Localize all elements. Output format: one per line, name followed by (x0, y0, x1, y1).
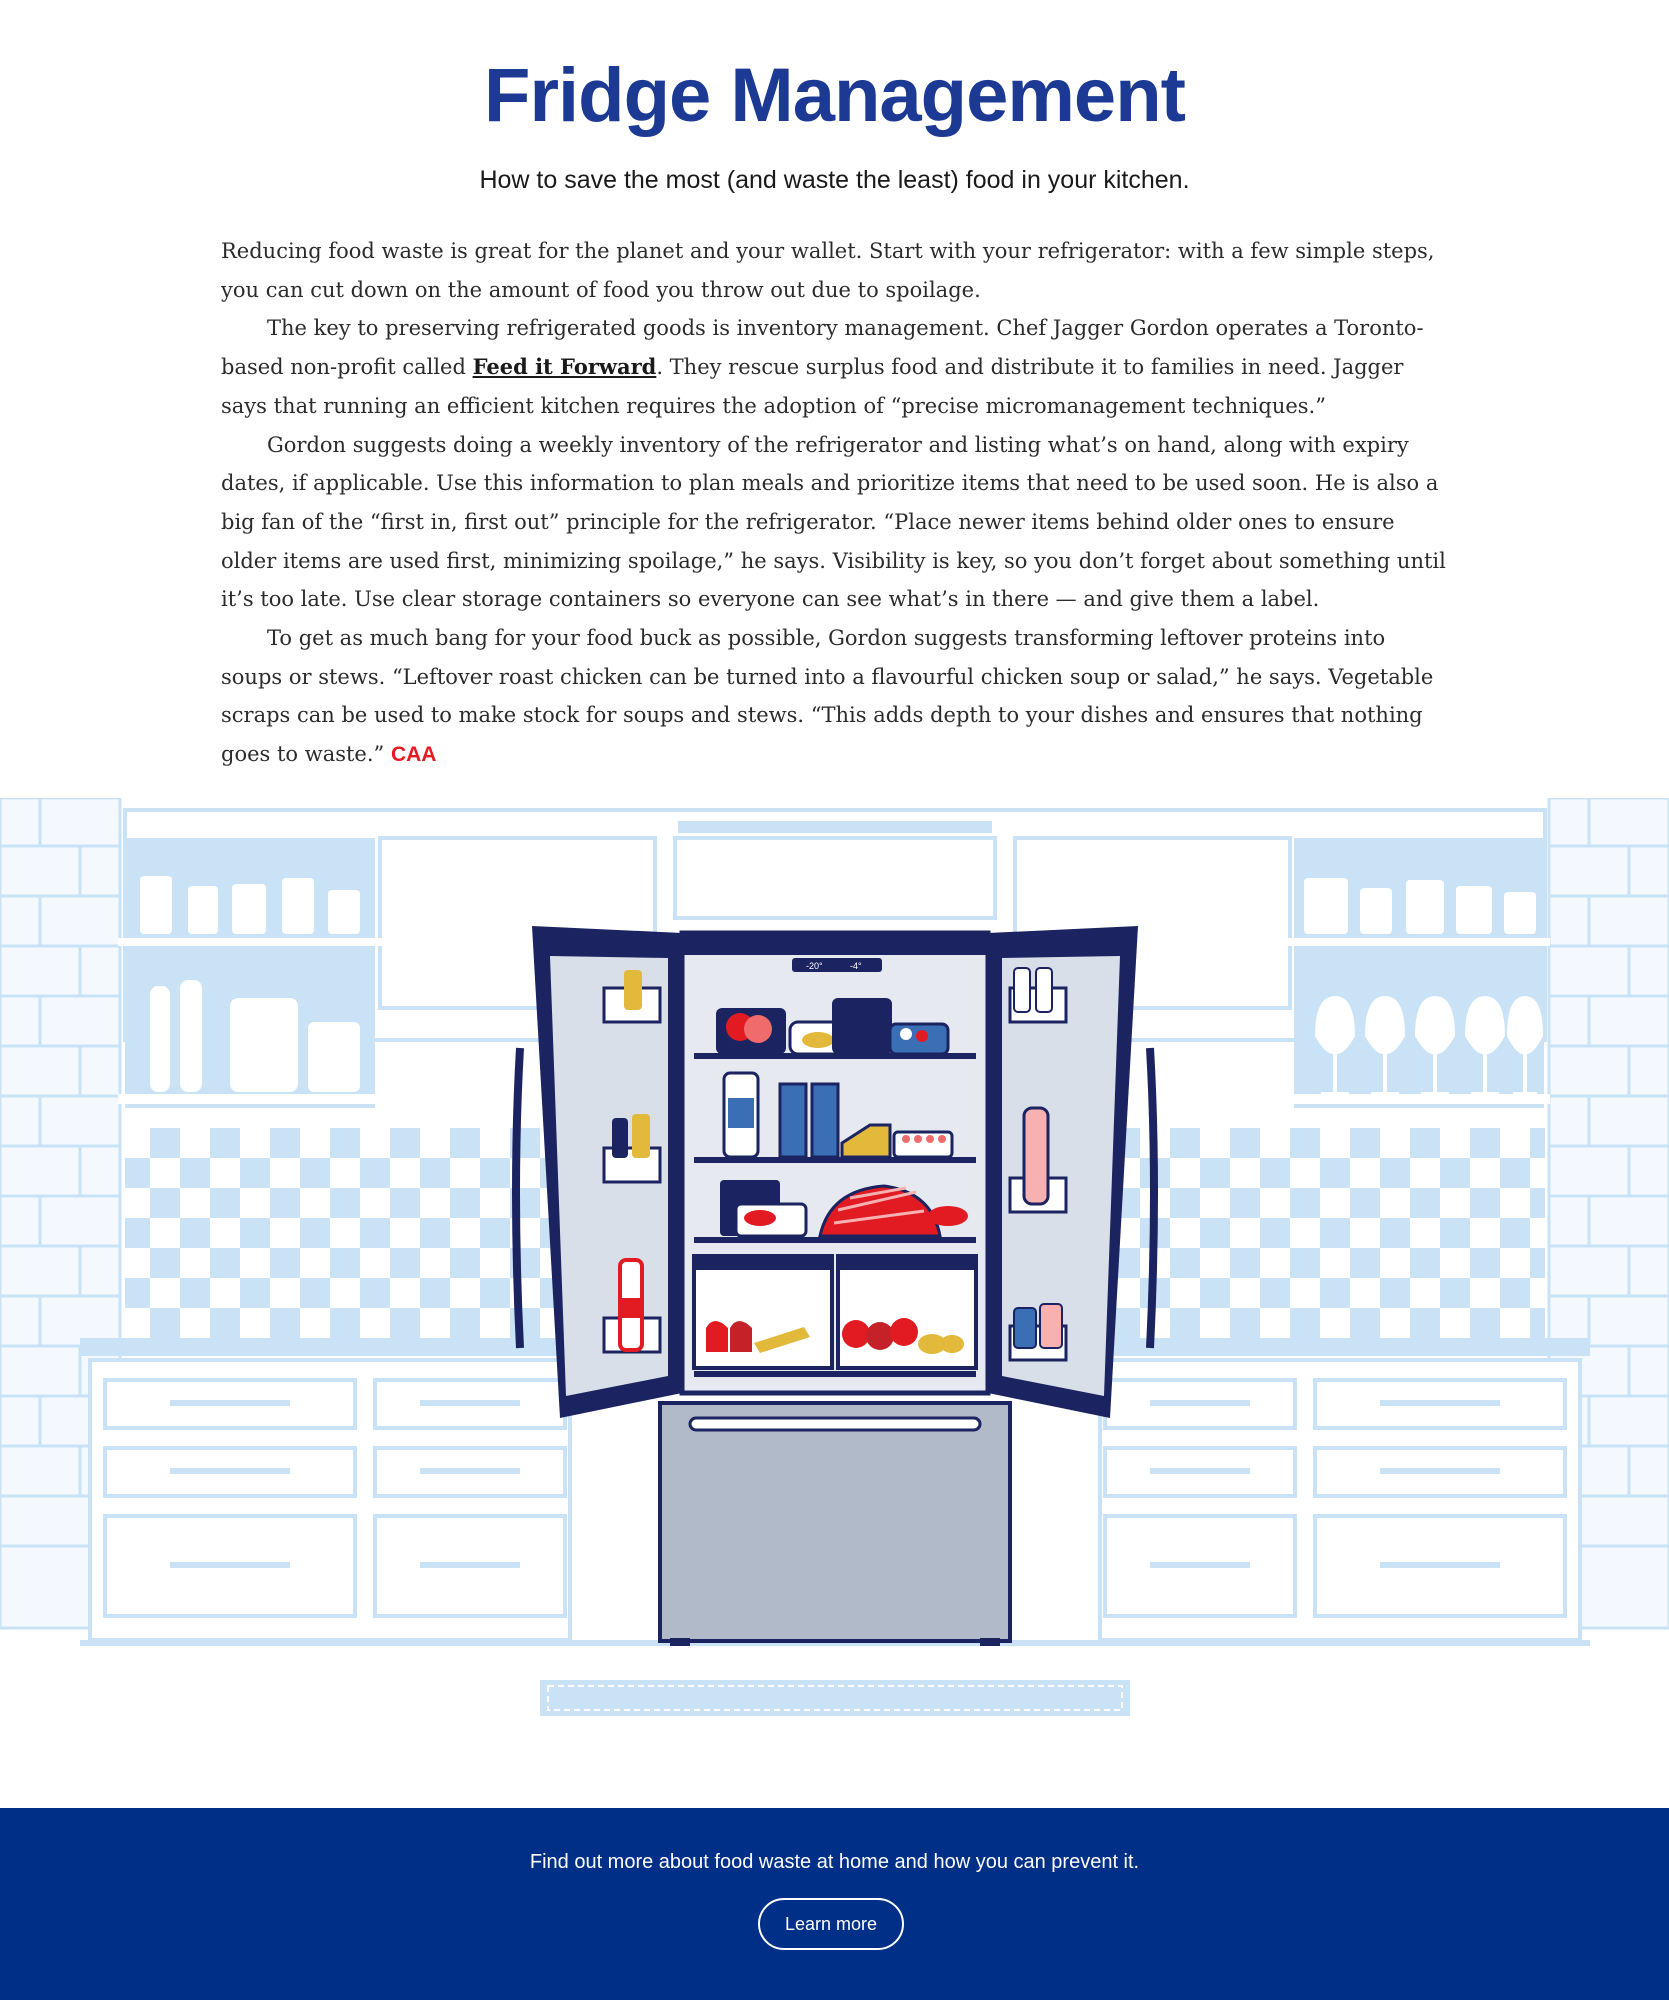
kitchen-fridge-illustration (0, 798, 1669, 1798)
fridge-display-right: -4° (850, 961, 862, 971)
caa-signature: CAA (390, 743, 437, 767)
footer-text: Find out more about food waste at home and how you can prevent it. (529, 1851, 1140, 1873)
page-title: Fridge Management (484, 53, 1185, 138)
article-paragraph: Reducing food waste is great for the planet and your wallet. Start with your refrigerator: with a few simple steps, you can cut down on the amount of food you throw out due to spoilage. (221, 239, 1435, 302)
article-paragraph (221, 309, 1451, 425)
paragraph-text: To get as much bang for your food buck as possible, Gordon suggests transforming leftover proteins into soups or stews. “Leftover roast chicken can be turned into a flavourful chicken soup or salad,” he says. Vegetable scraps can be used to make stock for soups and stews. “This adds depth to your dishes and ensures that nothing goes to waste.” (221, 626, 1434, 767)
freezer-drawer (660, 1403, 1010, 1646)
countertop-left (80, 1338, 570, 1356)
paragraph-text: . They rescue surplus food and distribute it to families in need. Jagger says that running an efficient kitchen requires the adoption of “precise micromanagement techniques.” (221, 355, 1404, 418)
floor-mat (540, 1680, 1130, 1716)
left-open-shelves (118, 838, 382, 1108)
article-body (221, 232, 1451, 775)
learn-more-button[interactable]: Learn more (758, 1898, 904, 1950)
backsplash-left (125, 1128, 565, 1343)
feed-it-forward-link[interactable]: Feed it Forward (472, 354, 657, 380)
fridge-display-left: -20° (806, 961, 823, 971)
right-open-shelves (1288, 838, 1550, 1108)
page-subtitle: How to save the most (and waste the least) food in your kitchen. (479, 166, 1190, 194)
backsplash-right (1105, 1128, 1545, 1343)
article-paragraph (221, 619, 1451, 775)
article-paragraph: Gordon suggests doing a weekly inventory of the refrigerator and listing what’s on hand, along with expiry dates, if applicable. Use this information to plan meals and prioritize items that need to be used soon. He is also a big fan of the “first in, first out” principle for the refrigerator. “Place newer items behind older ones to ensure older items are used first, minimizing spoilage,” he says. Visibility is key, so you don’t forget about something until it’s too late. Use clear storage containers so everyone can see what’s in there — and give them a label. (221, 432, 1446, 612)
paragraph-text: The key to preserving refrigerated goods is inventory management. Chef Jagger Gordon operates a Toronto-based non-profit called (221, 316, 1424, 380)
fridge-interior (682, 933, 988, 1393)
countertop-right (1100, 1338, 1590, 1356)
